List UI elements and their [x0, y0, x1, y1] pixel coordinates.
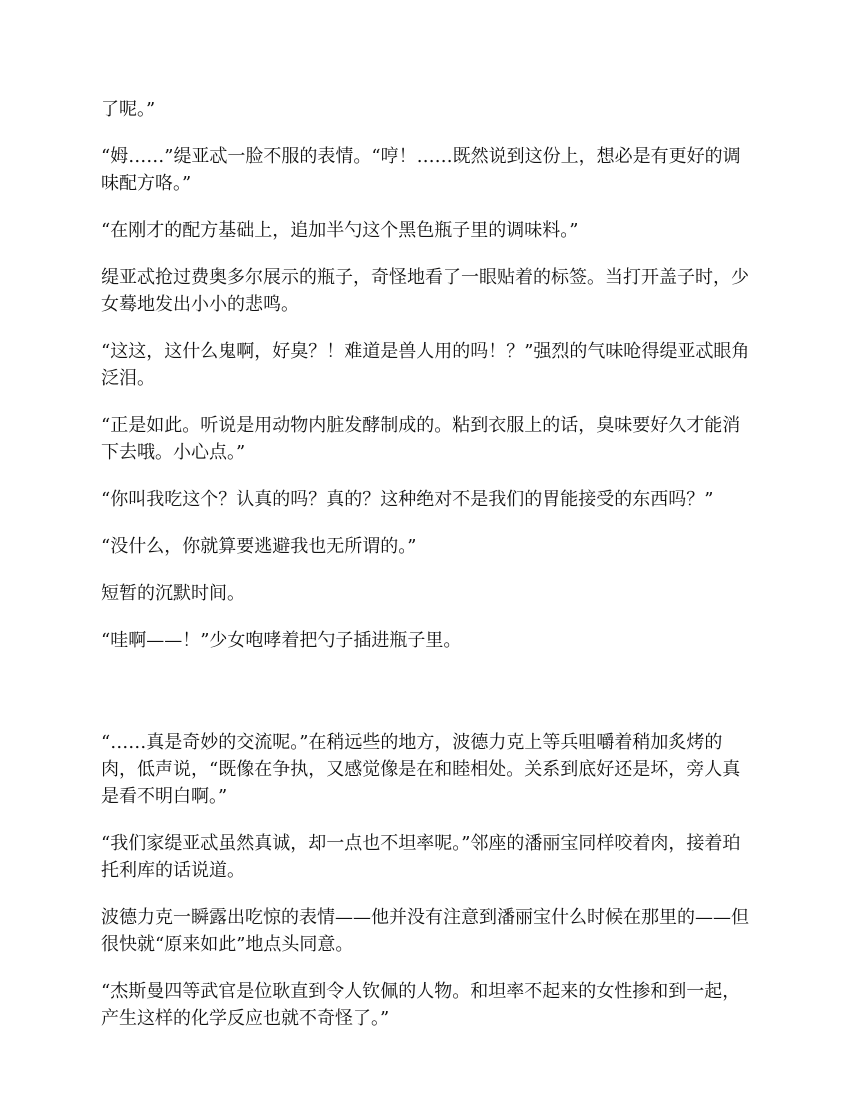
paragraph: “正是如此。听说是用动物内脏发酵制成的。粘到衣服上的话，臭味要好久才能消下去哦。小心点。” — [101, 415, 741, 463]
paragraph: “这这，这什么鬼啊，好臭？！难道是兽人用的吗！？”强烈的气味呛得缇亚忒眼角泛泪。 — [101, 341, 750, 389]
paragraph: 短暂的沉默时间。 — [101, 583, 245, 604]
paragraph: “姆……”缇亚忒一脸不服的表情。“哼！……既然说到这份上，想必是有更好的调味配方咯。” — [101, 146, 741, 194]
paragraph: “在刚才的配方基础上，追加半勺这个黑色瓶子里的调味料。” — [101, 220, 579, 241]
paragraph: “没什么，你就算要逃避我也无所谓的。” — [101, 536, 417, 557]
paragraph: 波德力克一瞬露出吃惊的表情——他并没有注意到潘丽宝什么时候在那里的——但很快就“原来如此”地点头同意。 — [101, 907, 749, 955]
paragraph: “你叫我吃这个？认真的吗？真的？这种绝对不是我们的胃能接受的东西吗？” — [101, 489, 714, 510]
section-break — [101, 674, 751, 729]
paragraph: “我们家缇亚忒虽然真诚，却一点也不坦率呢。”邻座的潘丽宝同样咬着肉，接着珀托利库的话说道。 — [101, 833, 741, 881]
paragraph: “杰斯曼四等武官是位耿直到令人钦佩的人物。和坦率不起来的女性掺和到一起，产生这样的化学反应也就不奇怪了。” — [101, 981, 741, 1029]
document-body — [101, 96, 751, 1052]
paragraph: 了呢。” — [101, 99, 156, 120]
paragraph: “哇啊——！”少女咆哮着把勺子插进瓶子里。 — [101, 630, 462, 651]
paragraph: “……真是奇妙的交流呢。”在稍远些的地方，波德力克上等兵咀嚼着稍加炙烤的肉，低声说，“既像在争执，又感觉像是在和睦相处。关系到底好还是坏，旁人真是看不明白啊。” — [101, 732, 741, 807]
paragraph: 缇亚忒抢过费奥多尔展示的瓶子，奇怪地看了一眼贴着的标签。当打开盖子时，少女蓦地发出小小的悲鸣。 — [101, 267, 749, 315]
